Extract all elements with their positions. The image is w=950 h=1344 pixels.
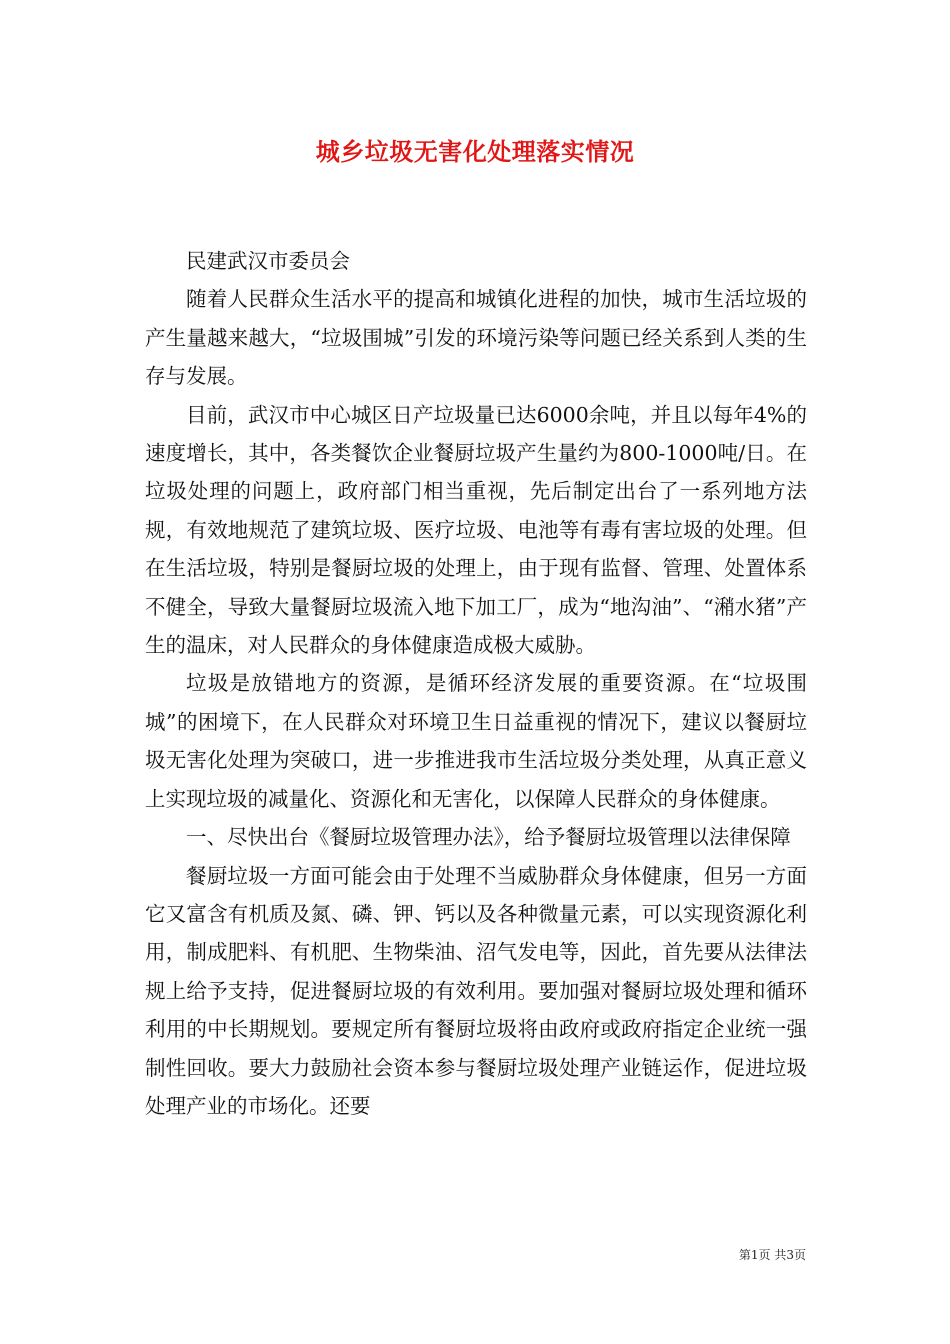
page-number: 第1页 共3页 xyxy=(738,1248,806,1262)
document-title: 城乡垃圾无害化处理落实情况 xyxy=(315,137,635,166)
paragraph: 餐厨垃圾一方面可能会由于处理不当威胁群众身体健康，但另一方面它又富含有机质及氮、磷、钾、钙以及各种微量元素，可以实现资源化利用，制成肥料、有机肥、生物柴油、沼气发电等，因此，首先要从法律法规上给予支持，促进餐厨垃圾的有效利用。要加强对餐厨垃圾处理和循环利用的中长期规划。要规定所有餐厨垃圾将由政府或政府指定企业统一强制性回收。要大力鼓励社会资本参与餐厨垃圾处理产业链运作，促进垃圾处理产业的市场化。还要 xyxy=(145,863,807,1118)
author-line: 民建武汉市委员会 xyxy=(186,249,350,273)
section-heading: 一、尽快出台《餐厨垃圾管理办法》，给予餐厨垃圾管理以法律保障 xyxy=(186,825,791,850)
paragraph: 目前，武汉市中心城区日产垃圾量已达6000余吨，并且以每年4%的速度增长，其中，各类餐饮企业餐厨垃圾产生量约为800-1000吨/日。在垃圾处理的问题上，政府部门相当重视，先后制定出台了一系列地方法规，有效地规范了建筑垃圾、医疗垃圾、电池等有毒有害垃圾的处理。但在生活垃圾，特别是餐厨垃圾的处理上，由于现有监督、管理、处置体系不健全，导致大量餐厨垃圾流入地下加工厂，成为“地沟油”、“潲水猪”产生的温床，对人民群众的身体健康造成极大威胁。 xyxy=(145,402,807,658)
document-body xyxy=(145,242,807,1125)
paragraph: 随着人民群众生活水平的提高和城镇化进程的加快，城市生活垃圾的产生量越来越大，“垃圾围城”引发的环境污染等问题已经关系到人类的生存与发展。 xyxy=(145,287,807,389)
paragraph: 垃圾是放错地方的资源，是循环经济发展的重要资源。在“垃圾围城”的困境下，在人民群众对环境卫生日益重视的情况下，建议以餐厨垃圾无害化处理为突破口，进一步推进我市生活垃圾分类处理，从真正意义上实现垃圾的减量化、资源化和无害化，以保障人民群众的身体健康。 xyxy=(145,671,807,811)
